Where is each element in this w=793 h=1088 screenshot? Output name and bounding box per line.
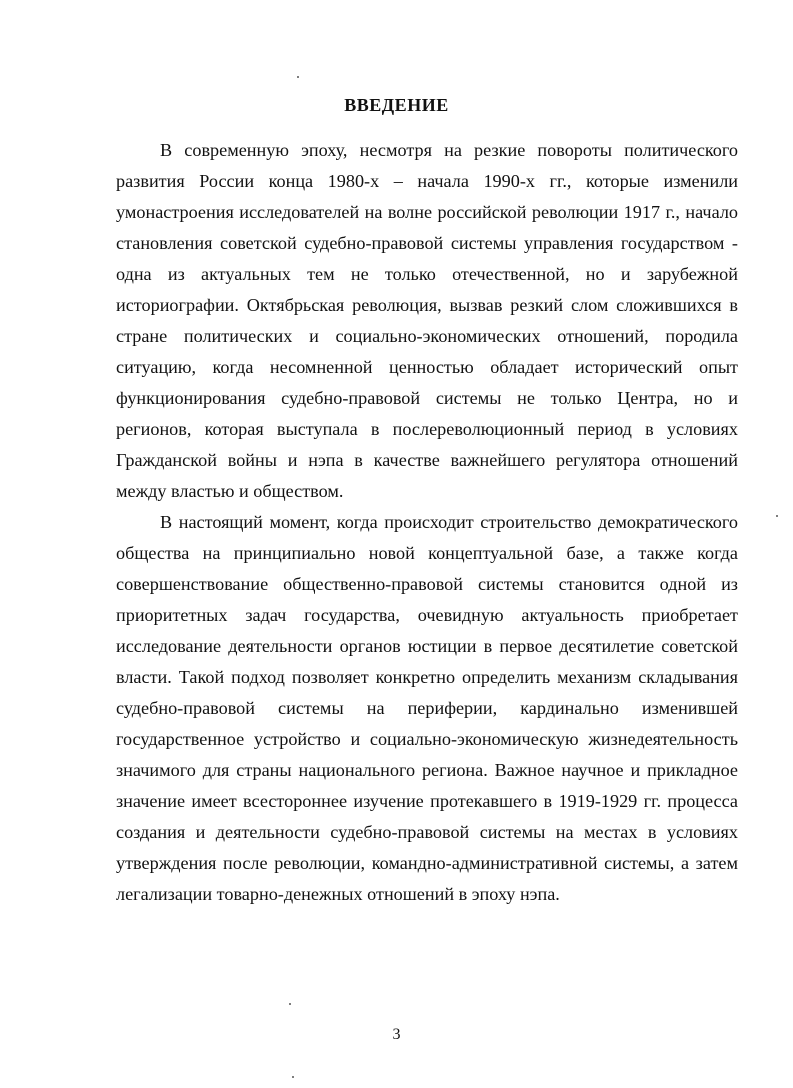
paragraph: В современную эпоху, несмотря на резкие повороты политического развития России конца 1980-х – начала 1990-х гг., которые изменили умонастроения исследователей на волне российской революции 1917 г., начало становления советской судебно-правовой системы управления государством - одна из актуальных тем не только отечественной, но и зарубежной историографии. Октябрьская революция, вызвав резкий слом сложившихся в стране политических и социально-экономических отношений, породила ситуацию, когда несомненной ценностью обладает исторический опыт функционирования судебно-правовой системы не только Центра, но и регионов, которая выступала в послереволюционный период в условиях Гражданской войны и нэпа в качестве важнейшего регулятора отношений между властью и обществом. xyxy=(116,140,738,501)
paragraph: В настоящий момент, когда происходит строительство демократического общества на принципиально новой концептуальной базе, а также когда совершенствование общественно-правовой системы становится одной из приоритетных задач государства, очевидную актуальность приобретает исследование деятельности органов юстиции в первое десятилетие советской власти. Такой подход позволяет конкретно определить механизм складывания судебно-правовой системы на периферии, кардинально изменившей государственное устройство и социально-экономическую жизнедеятельность значимого для страны национального региона. Важное научное и прикладное значение имеет всестороннее изучение протекавшего в 1919-1929 гг. процесса создания и деятельности судебно-правовой системы на местах в условиях утверждения после революции, командно-административной системы, а затем легализации товарно-денежных отношений в эпоху нэпа. xyxy=(116,512,738,904)
body-text xyxy=(116,135,738,910)
scan-speck xyxy=(297,76,299,78)
scan-speck xyxy=(776,515,778,517)
scan-speck xyxy=(292,1076,294,1078)
scan-speck xyxy=(289,1003,291,1005)
page-number: 3 xyxy=(392,1026,401,1043)
page-title: ВВЕДЕНИЕ xyxy=(344,95,449,115)
